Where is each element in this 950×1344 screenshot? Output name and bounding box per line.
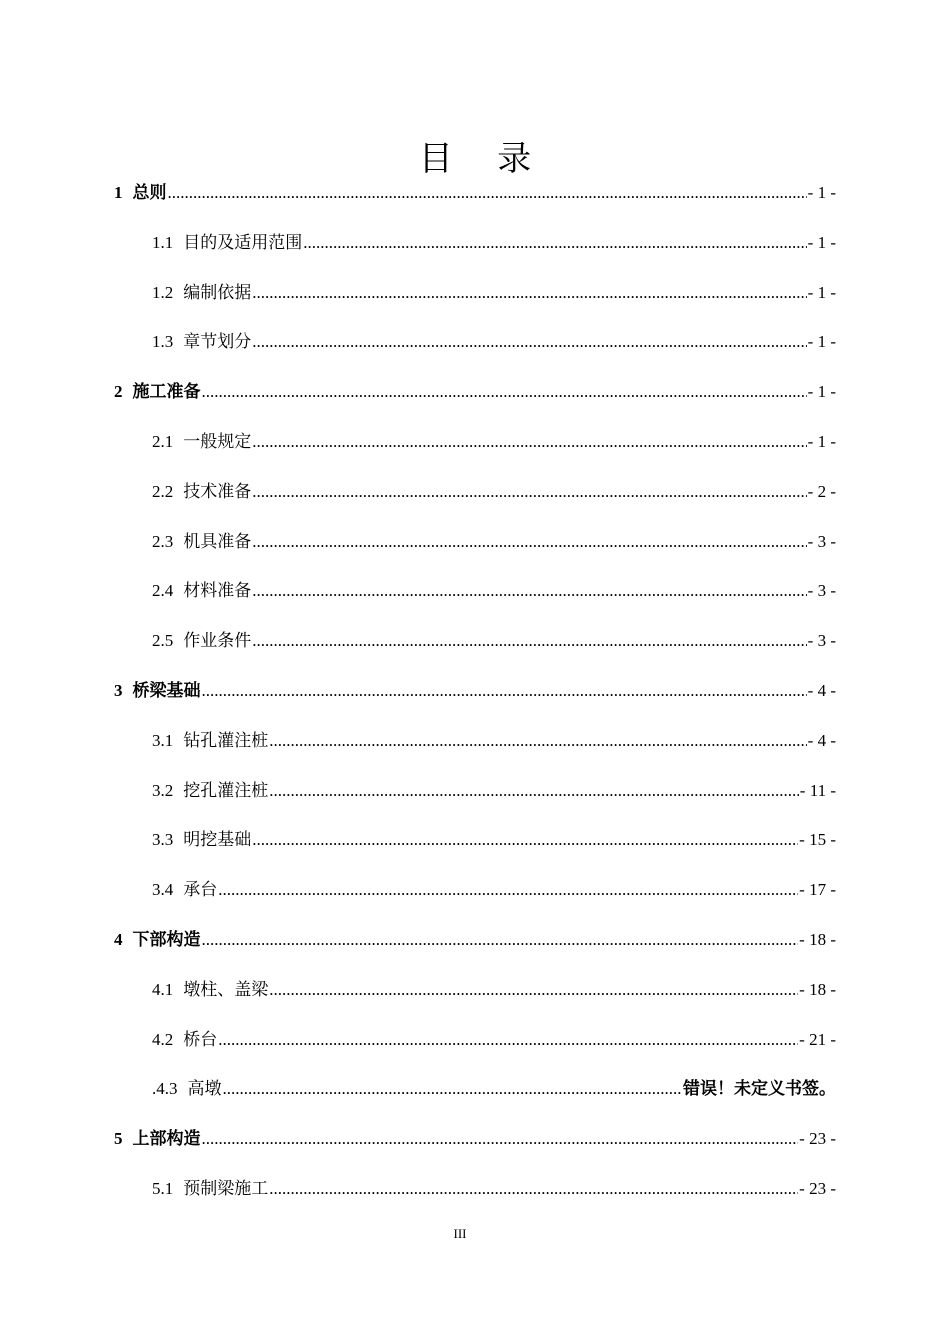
toc-entry-number: 2.1 — [152, 432, 174, 451]
toc-entry-number: 4 — [114, 930, 123, 949]
toc-entry-number: 3.1 — [152, 730, 174, 750]
toc-entry-number: 1 — [114, 183, 123, 202]
toc-leader-dots — [252, 578, 806, 604]
toc-entry-title: 材料准备 — [183, 581, 252, 601]
toc-entry-page: - 15 - — [799, 830, 836, 850]
toc-leader-dots — [202, 1126, 799, 1152]
toc-entry-page: - 1 - — [807, 282, 836, 302]
toc-entry[interactable] — [114, 379, 836, 405]
toc-entry-number: 3.2 — [152, 780, 174, 800]
toc-entry-title: 挖孔灌注桩 — [183, 780, 269, 800]
toc-entry-title: 总则 — [132, 183, 167, 202]
toc-entry-title: 机具准备 — [183, 531, 252, 551]
toc-leader-dots — [303, 230, 806, 256]
toc-entry-error-text: 错误！未定义书签。 — [683, 1079, 836, 1099]
toc-entry-title: 钻孔灌注桩 — [183, 730, 269, 750]
toc-entry-number: 4.2 — [152, 1029, 174, 1049]
toc-entry-page: - 4 - — [807, 730, 836, 750]
toc-entry[interactable] — [152, 429, 836, 455]
toc-entry-page: - 1 - — [807, 382, 836, 402]
toc-entry[interactable] — [152, 1176, 836, 1202]
toc-entry-number: 2.5 — [152, 631, 174, 651]
toc-leader-dots — [252, 280, 806, 306]
page-footer-number: III — [453, 1226, 467, 1241]
toc-entry-number: 2.2 — [152, 481, 174, 501]
toc-entry-number: 2.3 — [152, 531, 174, 551]
toc-leader-dots — [269, 778, 799, 804]
toc-entry-page: - 18 - — [799, 979, 836, 999]
toc-entry-title: 高墩 — [187, 1079, 222, 1099]
toc-entry[interactable] — [152, 280, 836, 306]
toc-entry-page: - 1 - — [807, 432, 836, 451]
toc-entry-title: 章节划分 — [183, 332, 252, 352]
toc-entry-number: 2.4 — [152, 581, 174, 601]
toc-entry-number: 1.3 — [152, 332, 174, 352]
toc-entry-title: 目的及适用范围 — [183, 232, 303, 252]
toc-leader-dots — [202, 927, 799, 953]
toc-entry-page: - 3 - — [807, 531, 836, 551]
toc-entry[interactable] — [152, 479, 836, 505]
toc-leader-dots — [218, 1027, 798, 1053]
toc-entry-number: 5 — [114, 1129, 123, 1149]
toc-entry-page: - 21 - — [799, 1029, 836, 1049]
toc-entry-page: - 1 - — [807, 183, 836, 202]
toc-leader-dots — [202, 379, 807, 405]
toc-entry-page: - 1 - — [807, 232, 836, 252]
toc-entry-title: 桥台 — [183, 1029, 218, 1049]
toc-leader-dots — [269, 977, 798, 1003]
toc-entry-page: - 23 - — [799, 1129, 836, 1149]
toc-entry[interactable] — [152, 529, 836, 555]
toc-entry[interactable] — [152, 1076, 836, 1102]
toc-leader-dots — [269, 728, 806, 754]
toc-entry-page: - 1 - — [807, 332, 836, 352]
toc-entry-title: 上部构造 — [132, 1129, 201, 1149]
toc-entry[interactable] — [152, 1027, 836, 1053]
toc-entry-title: 施工准备 — [132, 382, 201, 402]
toc-leader-dots — [252, 529, 806, 555]
toc-entry-title: 承台 — [183, 880, 218, 900]
toc-leader-dots — [252, 329, 806, 355]
toc-entry[interactable] — [114, 678, 836, 704]
toc-entry-number: 1.1 — [152, 232, 174, 252]
toc-leader-dots — [168, 180, 807, 206]
toc-entry-title: 预制梁施工 — [183, 1179, 269, 1198]
toc-leader-dots — [223, 1076, 683, 1102]
toc-leader-dots — [252, 429, 806, 455]
toc-entry-title: 桥梁基础 — [132, 681, 201, 700]
toc-entry[interactable] — [152, 728, 836, 754]
toc-entry-title: 明挖基础 — [183, 830, 252, 850]
toc-entry[interactable] — [152, 578, 836, 604]
toc-entry-number: 5.1 — [152, 1179, 174, 1198]
toc-entry[interactable] — [152, 329, 836, 355]
toc-entry-page: - 3 - — [807, 631, 836, 651]
toc-entry[interactable] — [114, 180, 836, 206]
toc-entry-page: - 11 - — [799, 780, 836, 800]
toc-entry-title: 一般规定 — [183, 432, 252, 451]
toc-entry-title: 作业条件 — [183, 631, 252, 651]
toc-entry-page: - 18 - — [799, 930, 836, 949]
toc-entry-title: 下部构造 — [132, 930, 201, 949]
toc-entry-page: - 17 - — [799, 880, 836, 900]
toc-entry-page: - 23 - — [799, 1179, 836, 1198]
toc-entry-number: .4.3 — [152, 1079, 178, 1099]
toc-entry[interactable] — [152, 827, 836, 853]
toc-entry-page: - 4 - — [807, 681, 836, 700]
toc-entry-page: - 2 - — [807, 481, 836, 501]
toc-entry[interactable] — [114, 927, 836, 953]
toc-leader-dots — [252, 628, 806, 654]
toc-entry-title: 墩柱、盖梁 — [183, 979, 269, 999]
toc-entry-number: 3.3 — [152, 830, 174, 850]
toc-entry[interactable] — [152, 778, 836, 804]
toc-entry-number: 3 — [114, 681, 123, 700]
toc-entry-title: 技术准备 — [183, 481, 252, 501]
toc-entry[interactable] — [152, 877, 836, 903]
toc-entry[interactable] — [152, 977, 836, 1003]
toc-entry[interactable] — [152, 230, 836, 256]
toc-title: 目 录 — [418, 141, 550, 178]
toc-leader-dots — [269, 1176, 798, 1202]
toc-entry-page: - 3 - — [807, 581, 836, 601]
toc-entry[interactable] — [114, 1126, 836, 1152]
toc-leader-dots — [218, 877, 798, 903]
toc-entry-title: 编制依据 — [183, 282, 252, 302]
toc-leader-dots — [202, 678, 807, 704]
toc-entry-number: 1.2 — [152, 282, 174, 302]
toc-entry[interactable] — [152, 628, 836, 654]
toc-leader-dots — [252, 479, 806, 505]
toc-leader-dots — [252, 827, 798, 853]
toc-entry-number: 2 — [114, 382, 123, 402]
toc-entry-number: 4.1 — [152, 979, 174, 999]
toc-entry-number: 3.4 — [152, 880, 174, 900]
